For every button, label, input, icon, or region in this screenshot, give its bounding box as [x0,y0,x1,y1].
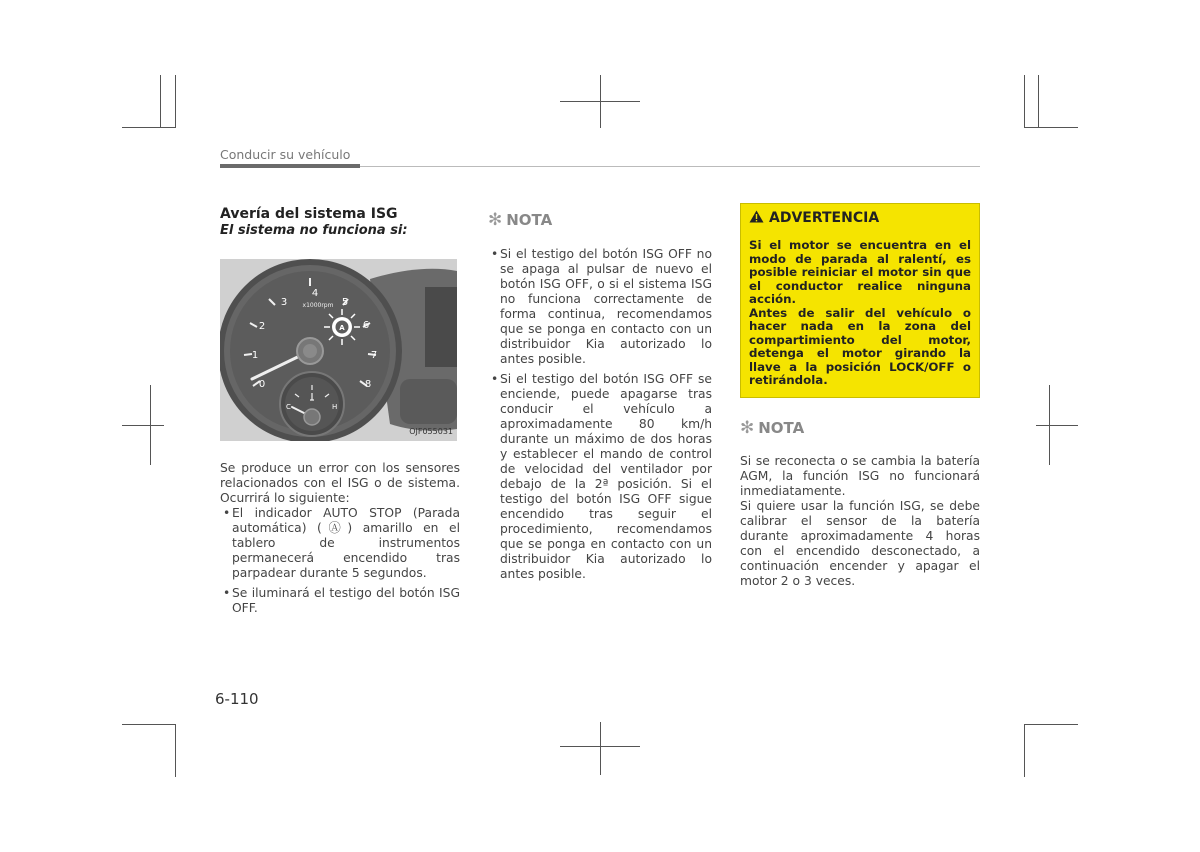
page-number: 6-110 [215,690,259,708]
symptom-list [220,506,460,616]
nota-paragraph: Si se reconecta o se cambia la batería AGM, la función ISG no funcionará inmediatamente. [740,453,980,498]
column-1 [220,205,460,616]
nota-heading [740,418,980,440]
tach-number: 2 [258,321,266,332]
instrument-cluster-figure [220,259,457,441]
warning-text: Si el motor se encuentra en el modo de parada al ralentí, es posible reiniciar el motor sin que el conductor realice ninguna acción. [749,238,971,306]
list-item: • El indicador AUTO STOP (Parada automática) (Ⓐ) amarillo en el tablero de instrumentos permanecerá encendido tras parpadear durante 5 segundos. [220,506,460,581]
list-item: • Si el testigo del botón ISG OFF se enciende, puede apagarse tras conducir el vehículo a aproximadamente 80 km/h durante un máximo de dos horas y establecer el mando de control de velocidad del ventilador por debajo de la 2ª posición. Si el testigo del botón ISG OFF sigue encendido tras seguir el procedimiento, recomendamos que se ponga en contacto con un distribuidor Kia autorizado lo antes posible. [488,372,712,582]
tach-number: 4 [311,288,319,299]
tach-number: 0 [258,379,266,390]
warning-title: ADVERTENCIA [769,210,880,226]
instrument-cluster-illustration [220,259,457,441]
intro-paragraph: Se produce un error con los sensores relacionados con el ISG o de sistema. Ocurrirá lo siguiente: [220,461,460,505]
warning-heading [749,210,971,227]
nota-title: NOTA [758,419,805,437]
figure-code: OJF055031 [409,427,453,436]
warning-text: Antes de salir del vehículo o hacer nada en la zona del compartimiento del motor, detenga el motor girando la llave a la posición LOCK/OFF o retirándola. [749,305,971,387]
asterisk-icon: ✻ [488,209,503,230]
gauge-unit-label: x1000rpm [302,302,334,309]
list-item: • Se iluminará el testigo del botón ISG OFF. [220,586,460,616]
section-header: Conducir su vehículo [220,147,351,162]
warning-triangle-icon [749,210,764,227]
temp-cold-label: C [286,403,291,411]
asterisk-icon: ✻ [740,418,755,438]
tach-number: 5 [341,297,349,308]
tach-number: 6 [362,320,370,331]
temp-hot-label: H [332,403,338,411]
warning-box [740,203,980,398]
section-subtitle: El sistema no funciona si: [220,223,408,238]
tach-number: 8 [364,379,372,390]
tach-number: 7 [370,350,378,361]
svg-text:A: A [339,324,345,332]
header-rule [220,164,360,168]
tach-number: 1 [251,350,259,361]
tach-number: 3 [280,297,288,308]
section-title: Avería del sistema ISG [220,206,398,222]
nota-title: NOTA [506,210,553,229]
column-3 [740,203,980,589]
nota-list [488,247,712,582]
nota-heading [488,209,712,231]
header-rule-light [360,166,980,167]
list-item: • Si el testigo del botón ISG OFF no se apaga al pulsar de nuevo el botón ISG OFF, o si el sistema ISG no funciona correctamente de forma continua, recomendamos que se ponga en contacto con un distribuidor Kia autorizado lo antes posible. [488,247,712,367]
column-2 [488,205,712,582]
nota-paragraph: Si quiere usar la función ISG, se debe calibrar el sensor de la batería durante aproximadamente 4 horas con el encendido desconectado, a continuación encender y apagar el motor 2 o 3 veces. [740,498,980,588]
auto-stop-indicator-icon [324,309,360,345]
